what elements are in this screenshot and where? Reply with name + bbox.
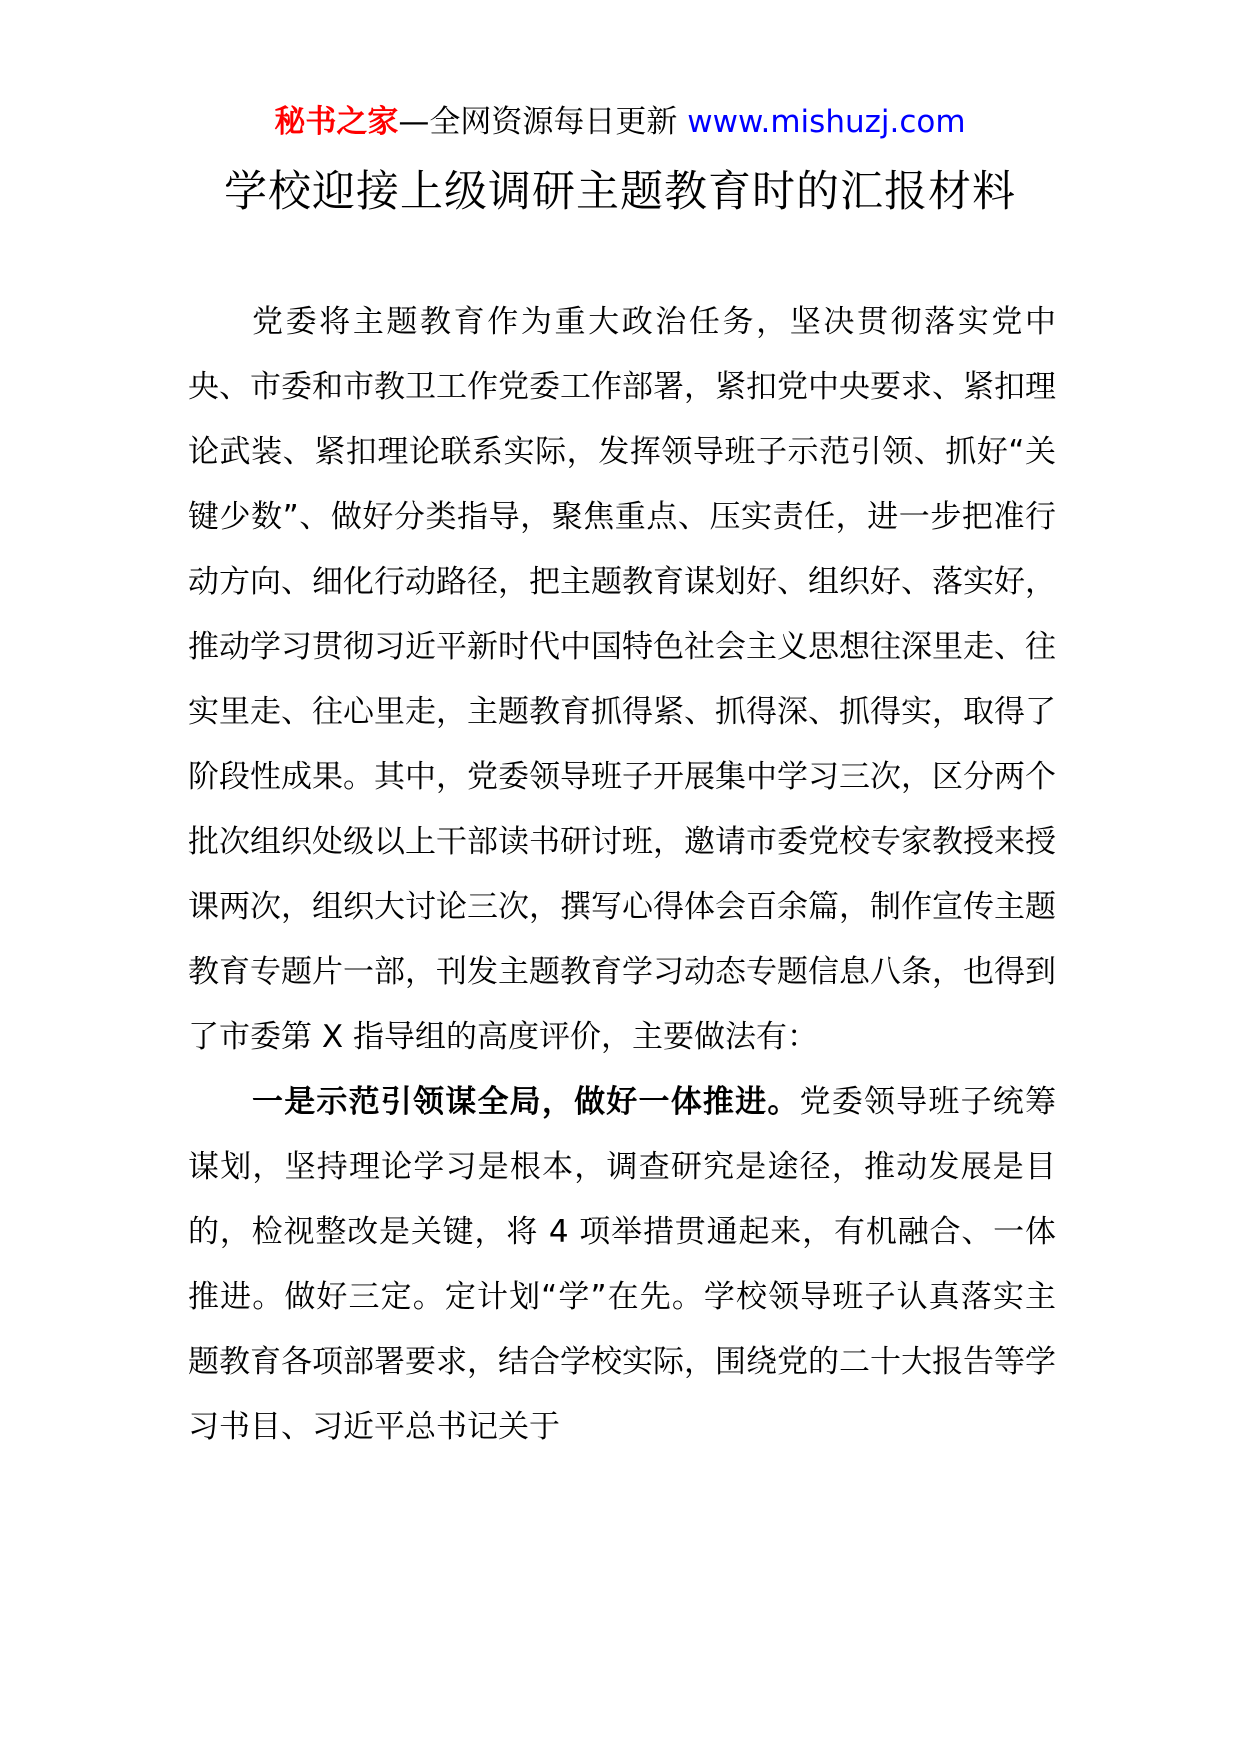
- document-title: 学校迎接上级调研主题教育时的汇报材料: [224, 167, 1016, 217]
- site-brand: 秘书之家: [274, 104, 399, 140]
- site-header: [0, 100, 1240, 144]
- paragraph-text: 党委将主题教育作为重大政治任务，坚决贯彻落实党中央、市委和市教卫工作党委工作部署，紧扣党中央要求、紧扣理论武装、紧扣理论联系实际，发挥领导班子示范引领、抓好“关键少数”、做好分类指导，聚焦重点、压实责任，进一步把准行动方向、细化行动路径，把主题教育谋划好、组织好、落实好，推动学习贯彻习近平新时代中国特色社会主义思想往深里走、往实里走、往心里走，主题教育抓得紧、抓得深、抓得实，取得了阶段性成果。其中，党委领导班子开展集中学习三次，区分两个批次组织处级以上干部读书研讨班，邀请市委党校专家教授来授课两次，组织大讨论三次，撰写心得体会百余篇，制作宣传主题教育专题片一部，刊发主题教育学习动态专题信息八条，也得到了市委第 X 指导组的高度评价，主要做法有：: [188, 304, 1056, 1055]
- document-body: [188, 290, 1056, 1460]
- site-url-link[interactable]: www.mishuzj.com: [687, 104, 966, 140]
- paragraph-lead: 一是示范引领谋全局，做好一体推进。: [252, 1084, 800, 1120]
- paragraph: [188, 290, 1056, 1070]
- site-tagline: —全网资源每日更新: [398, 104, 678, 140]
- paragraph: [188, 1070, 1056, 1460]
- paragraph-text: 党委领导班子统筹谋划，坚持理论学习是根本，调查研究是途径，推动发展是目的，检视整改是关键，将 4 项举措贯通起来，有机融合、一体推进。做好三定。定计划“学”在先。学校领导班子认真落实主题教育各项部署要求，结合学校实际，围绕党的二十大报告等学习书目、习近平总书记关于: [188, 1084, 1057, 1445]
